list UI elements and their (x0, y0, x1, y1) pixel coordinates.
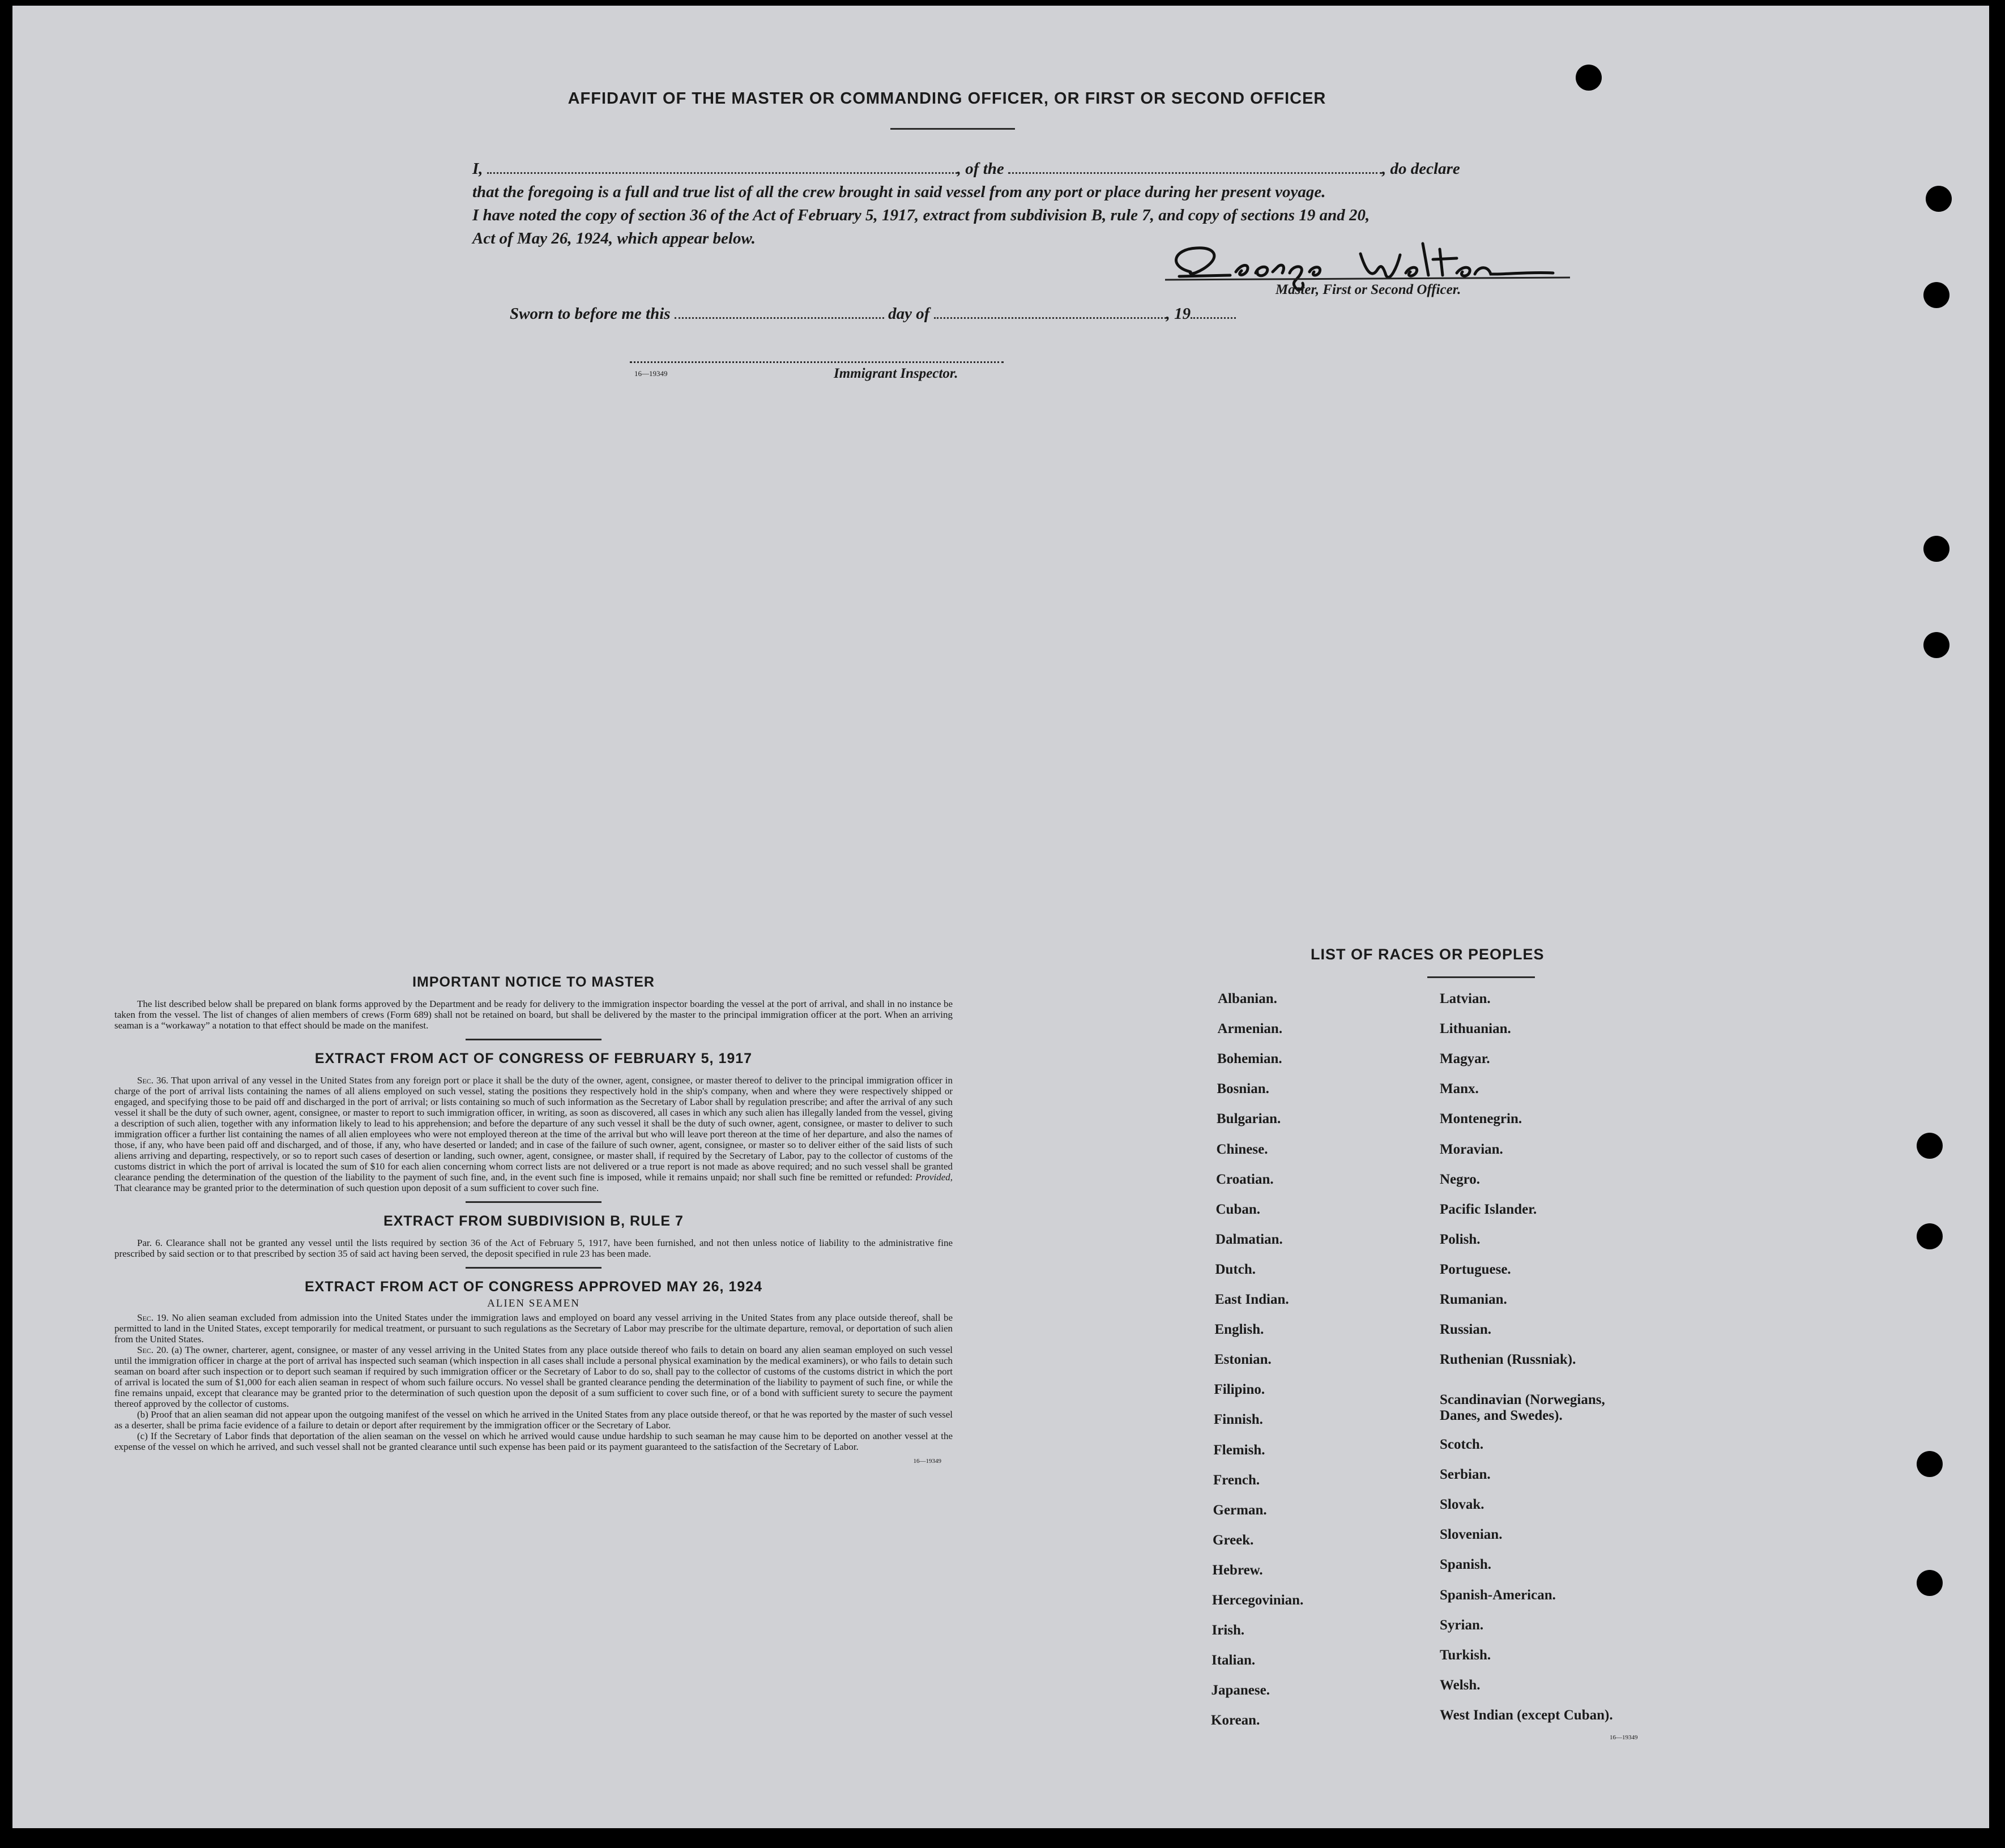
race-item: Negro. (1440, 1171, 1481, 1187)
sec-20a-text: (a) The owner, charterer, agent, consignee, or master of any vessel arriving in the United States from any place outside thereof who fails to detain on board any alien seaman employed on such vessel until the immigration officer in charge at the port of arrival has inspected such seaman (which inspection in all cases shall include a personal physical examination by the medical examiners), or who fails to detain such seaman on board after such inspection or to deport such seaman if required by such immigration officer or the Secretary of Labor to do so, shall pay to the collector of customs of the customs district in which the port of arrival is located the sum of $1,000 for each alien seaman in respect of whom such failure occurs. No vessel shall be granted clearance pending the determination of the liability to payment of such fine, or while the fine remains unpaid, except that clearance may be granted prior to the determination of such question upon the deposit of a sum sufficient to cover such fine, or of a bond with sufficient surety to secure the payment thereof approved by the collector of customs. (114, 1345, 953, 1409)
race-item: Slovenian. (1440, 1527, 1503, 1543)
sworn-month-blank (934, 317, 1166, 319)
extract-rule7-title: EXTRACT FROM SUBDIVISION B, RULE 7 (383, 1213, 684, 1229)
race-item: Montenegrin. (1440, 1111, 1522, 1127)
race-item: Hebrew. (1212, 1562, 1263, 1578)
sec-19-label: Sec. 19. (137, 1312, 169, 1323)
extract-1917-title: EXTRACT FROM ACT OF CONGRESS OF FEBRUARY 5, 1917 (314, 1051, 753, 1066)
race-item: Welsh. (1440, 1677, 1481, 1693)
races-title: LIST OF RACES OR PEOPLES (1311, 946, 1545, 963)
race-item: Spanish-American. (1440, 1587, 1556, 1603)
race-item: Flemish. (1213, 1442, 1265, 1458)
race-item: Turkish. (1440, 1647, 1491, 1663)
race-item: German. (1213, 1502, 1267, 1518)
title-rule (890, 128, 1015, 130)
inspector-caption: Immigrant Inspector. (834, 366, 958, 381)
separator (466, 1039, 602, 1040)
race-item: Latvian. (1440, 991, 1491, 1006)
race-item: Pacific Islander. (1440, 1201, 1537, 1217)
affidavit-i-label: I, (472, 160, 483, 178)
race-item: Magyar. (1440, 1051, 1490, 1067)
race-item: Italian. (1211, 1653, 1256, 1668)
race-item: Rumanian. (1440, 1292, 1507, 1307)
proviso-text: That clearance may be granted prior to the determination of such question upon deposit of a sum sufficient to cover such fine. (114, 1183, 599, 1193)
race-item: English. (1214, 1322, 1264, 1338)
race-item: Russian. (1440, 1322, 1492, 1338)
race-item: Croatian. (1216, 1171, 1274, 1187)
races-rule (1427, 976, 1535, 978)
of-the-label: , of the (957, 160, 1004, 178)
race-item: Cuban. (1215, 1201, 1261, 1217)
race-item: Portuguese. (1440, 1261, 1511, 1277)
notice-title: IMPORTANT NOTICE TO MASTER (412, 974, 655, 990)
sworn-line (510, 305, 1236, 323)
affidavit-line-2: that the foregoing is a full and true list of all the crew brought in said vessel from any port or place during her present voyage. (472, 183, 1326, 201)
punch-hole (1917, 1451, 1943, 1477)
extract-1917-body (114, 1075, 953, 1193)
race-item: Bosnian. (1217, 1081, 1269, 1097)
affidavit-line-1 (472, 157, 1560, 181)
inspector-signature-line (630, 361, 1004, 363)
race-item: Estonian. (1214, 1352, 1272, 1368)
race-item: West Indian (except Cuban). (1440, 1707, 1613, 1723)
race-item: Dalmatian. (1215, 1231, 1283, 1247)
race-item: Scotch. (1440, 1437, 1484, 1452)
document-page (12, 6, 1989, 1828)
sworn-day-of: day of (888, 305, 930, 323)
name-blank (487, 172, 957, 174)
punch-hole (1917, 1570, 1943, 1596)
sworn-year: , 19 (1166, 305, 1191, 323)
race-item: Bulgarian. (1217, 1111, 1281, 1127)
punch-hole (1923, 282, 1949, 308)
race-item: Scandinavian (Norwegians, (1440, 1392, 1605, 1407)
sworn-day-blank (675, 317, 884, 319)
signature-caption: Master, First or Second Officer. (1275, 282, 1461, 297)
sec-20-label: Sec. 20. (137, 1345, 169, 1355)
race-item: Lithuanian. (1440, 1021, 1511, 1037)
separator (466, 1201, 602, 1203)
affidavit-title: AFFIDAVIT OF THE MASTER OR COMMANDING OFFICER, OR FIRST OR SECOND OFFICER (568, 89, 1326, 108)
race-item: Korean. (1211, 1713, 1260, 1729)
proviso-label: Provided, (915, 1172, 953, 1183)
sec-19-text: No alien seaman excluded from admission into the United States under the immigration laws and employed on board any vessel arriving in the United States from any place outside thereof, shall be permitted to land in the United States, except temporarily for medical treatment, or pursuant to such regulations as the Secretary of Labor may prescribe for the ultimate departure, removal, or deportation of such alien from the United States. (114, 1312, 953, 1345)
sworn-year-blank (1191, 317, 1236, 319)
sworn-prefix: Sworn to before me this (510, 305, 671, 323)
form-number-races: 16—19349 (1610, 1734, 1638, 1741)
race-item: Spanish. (1440, 1557, 1492, 1573)
extract-1924-title: EXTRACT FROM ACT OF CONGRESS APPROVED MAY 26, 1924 (304, 1279, 763, 1295)
race-item: East Indian. (1215, 1292, 1289, 1307)
race-item: Ruthenian (Russniak). (1440, 1352, 1576, 1368)
alien-seamen-subtitle: ALIEN SEAMEN (487, 1298, 580, 1309)
declare-label: , do declare (1382, 160, 1460, 178)
race-item: Greek. (1213, 1532, 1254, 1548)
race-item: Slovak. (1440, 1497, 1484, 1513)
race-item: Serbian. (1440, 1467, 1491, 1483)
sec-36-label: Sec. 36. (137, 1075, 169, 1086)
race-item: Syrian. (1440, 1617, 1484, 1633)
sec-36-text: That upon arrival of any vessel in the United States from any foreign port or place it shall be the duty of the owner, agent, consignee, or master thereof to deliver to the principal immigration officer in charge of the port of arrival lists containing the names of all aliens employed on such vessel, stating the positions they respectively hold in the ship's company, when and where they were respectively shipped or engaged, and specifying those to be paid off and discharged in the port of arrival; or lists containing so much of such information as the Secretary of Labor shall by regulation prescribe; and after the arrival of any such vessel it shall be the duty of such owner, agent, consignee, or master to report to such immigration officer, in writing, as soon as discovered, all cases in which any such alien has illegally landed from the vessel, giving a description of such alien, together with any information likely to lead to his apprehension; and before the departure of any such vessel it shall be the duty of such owner, agent, consignee, or master to deliver to such immigration officer a further list containing the names of all alien employees who were not employed thereon at the time of the arrival but who will leave port thereon at the time of her departure, and also the names of those, if any, who have been paid off and discharged, and of those, if any, who have deserted or landed; and in case of the failure of such owner, agent, consignee, or master so to deliver either of the said lists of such aliens arriving and departing, respectively, or so to report such cases of desertion or landing, such owner, agent, consignee, or master shall, if required by the Secretary of Labor, pay to the collector of customs of the customs district in which the port of arrival is located the sum of $10 for each alien concerning whom correct lists are not delivered or a true report is not made as above required; and no such vessel shall be granted clearance pending the determination of the question of the liability to the payment of such fine, and, in the event such fine is imposed, while it remains unpaid; nor shall such fine be remitted or refunded: (114, 1075, 953, 1183)
race-item: French. (1213, 1472, 1260, 1488)
separator (466, 1267, 602, 1269)
sec-20b-paragraph: (b) Proof that an alien seaman did not appear upon the outgoing manifest of the vessel on which he arrived in the United States from any place outside thereof, or that he was reported by the master of such vessel as a deserter, shall be prima facie evidence of a failure to detain or deport after requirement by the immigration officer or the Secretary of Labor. (114, 1409, 953, 1431)
race-item: Japanese. (1211, 1683, 1270, 1698)
race-item: Finnish. (1214, 1412, 1263, 1428)
race-item: Moravian. (1440, 1141, 1503, 1157)
sec-20a-paragraph (114, 1345, 953, 1409)
race-item: Polish. (1440, 1231, 1481, 1247)
race-item: Dutch. (1215, 1261, 1256, 1277)
race-item: Hercegovinian. (1212, 1593, 1304, 1608)
punch-hole (1923, 536, 1949, 562)
form-number-notice: 16—19349 (913, 1458, 941, 1465)
race-item: Bohemian. (1217, 1051, 1282, 1067)
affidavit-line-4: Act of May 26, 1924, which appear below. (472, 229, 756, 247)
vessel-blank (1008, 172, 1382, 174)
race-scandinavian-continuation: Danes, and Swedes). (1440, 1408, 1563, 1423)
punch-hole (1923, 632, 1949, 658)
punch-hole (1576, 65, 1602, 91)
race-item: Manx. (1440, 1081, 1479, 1097)
sec-19-paragraph (114, 1312, 953, 1345)
punch-hole (1926, 186, 1952, 212)
form-number-top: 16—19349 (634, 369, 668, 378)
race-item: Armenian. (1217, 1021, 1283, 1037)
race-item: Filipino. (1214, 1382, 1265, 1398)
punch-hole (1917, 1133, 1943, 1159)
notice-body: The list described below shall be prepared on blank forms approved by the Department and be ready for delivery to the immigration inspector boarding the vessel at the port of arrival, and shall in no instance be taken from the vessel. The list of changes of alien members of crews (Form 689) shall not be retained on board, but shall be delivered by the master to the principal immigration officer at the port. When an arriving seaman is a “workaway” a notation to that effect should be made on the manifest. (114, 998, 953, 1031)
punch-hole (1917, 1223, 1943, 1249)
race-item: Irish. (1211, 1623, 1245, 1638)
extract-rule7-body: Par. 6. Clearance shall not be granted any vessel until the lists required by section 36 of the Act of February 5, 1917, have been furnished, and not then unless notice of liability to the administrative fine prescribed by said section or to that prescribed by section 35 of said act having been served, the deposit specified in rule 23 has been made. (114, 1237, 953, 1259)
race-item: Chinese. (1216, 1141, 1268, 1157)
sec-20c-paragraph: (c) If the Secretary of Labor finds that deportation of the alien seaman on the vessel on which he arrived would cause undue hardship to such seaman he may cause him to be deported on another vessel at the expense of the vessel on which he arrived, and such vessel shall not be granted clearance until such expense has been paid or its payment guaranteed to the satisfaction of the Secretary of Labor. (114, 1431, 953, 1452)
affidavit-line-3: I have noted the copy of section 36 of the Act of February 5, 1917, extract from subdivision B, rule 7, and copy of sections 19 and 20, (472, 206, 1370, 224)
notice-column (114, 974, 953, 1465)
race-item: Albanian. (1218, 991, 1277, 1006)
